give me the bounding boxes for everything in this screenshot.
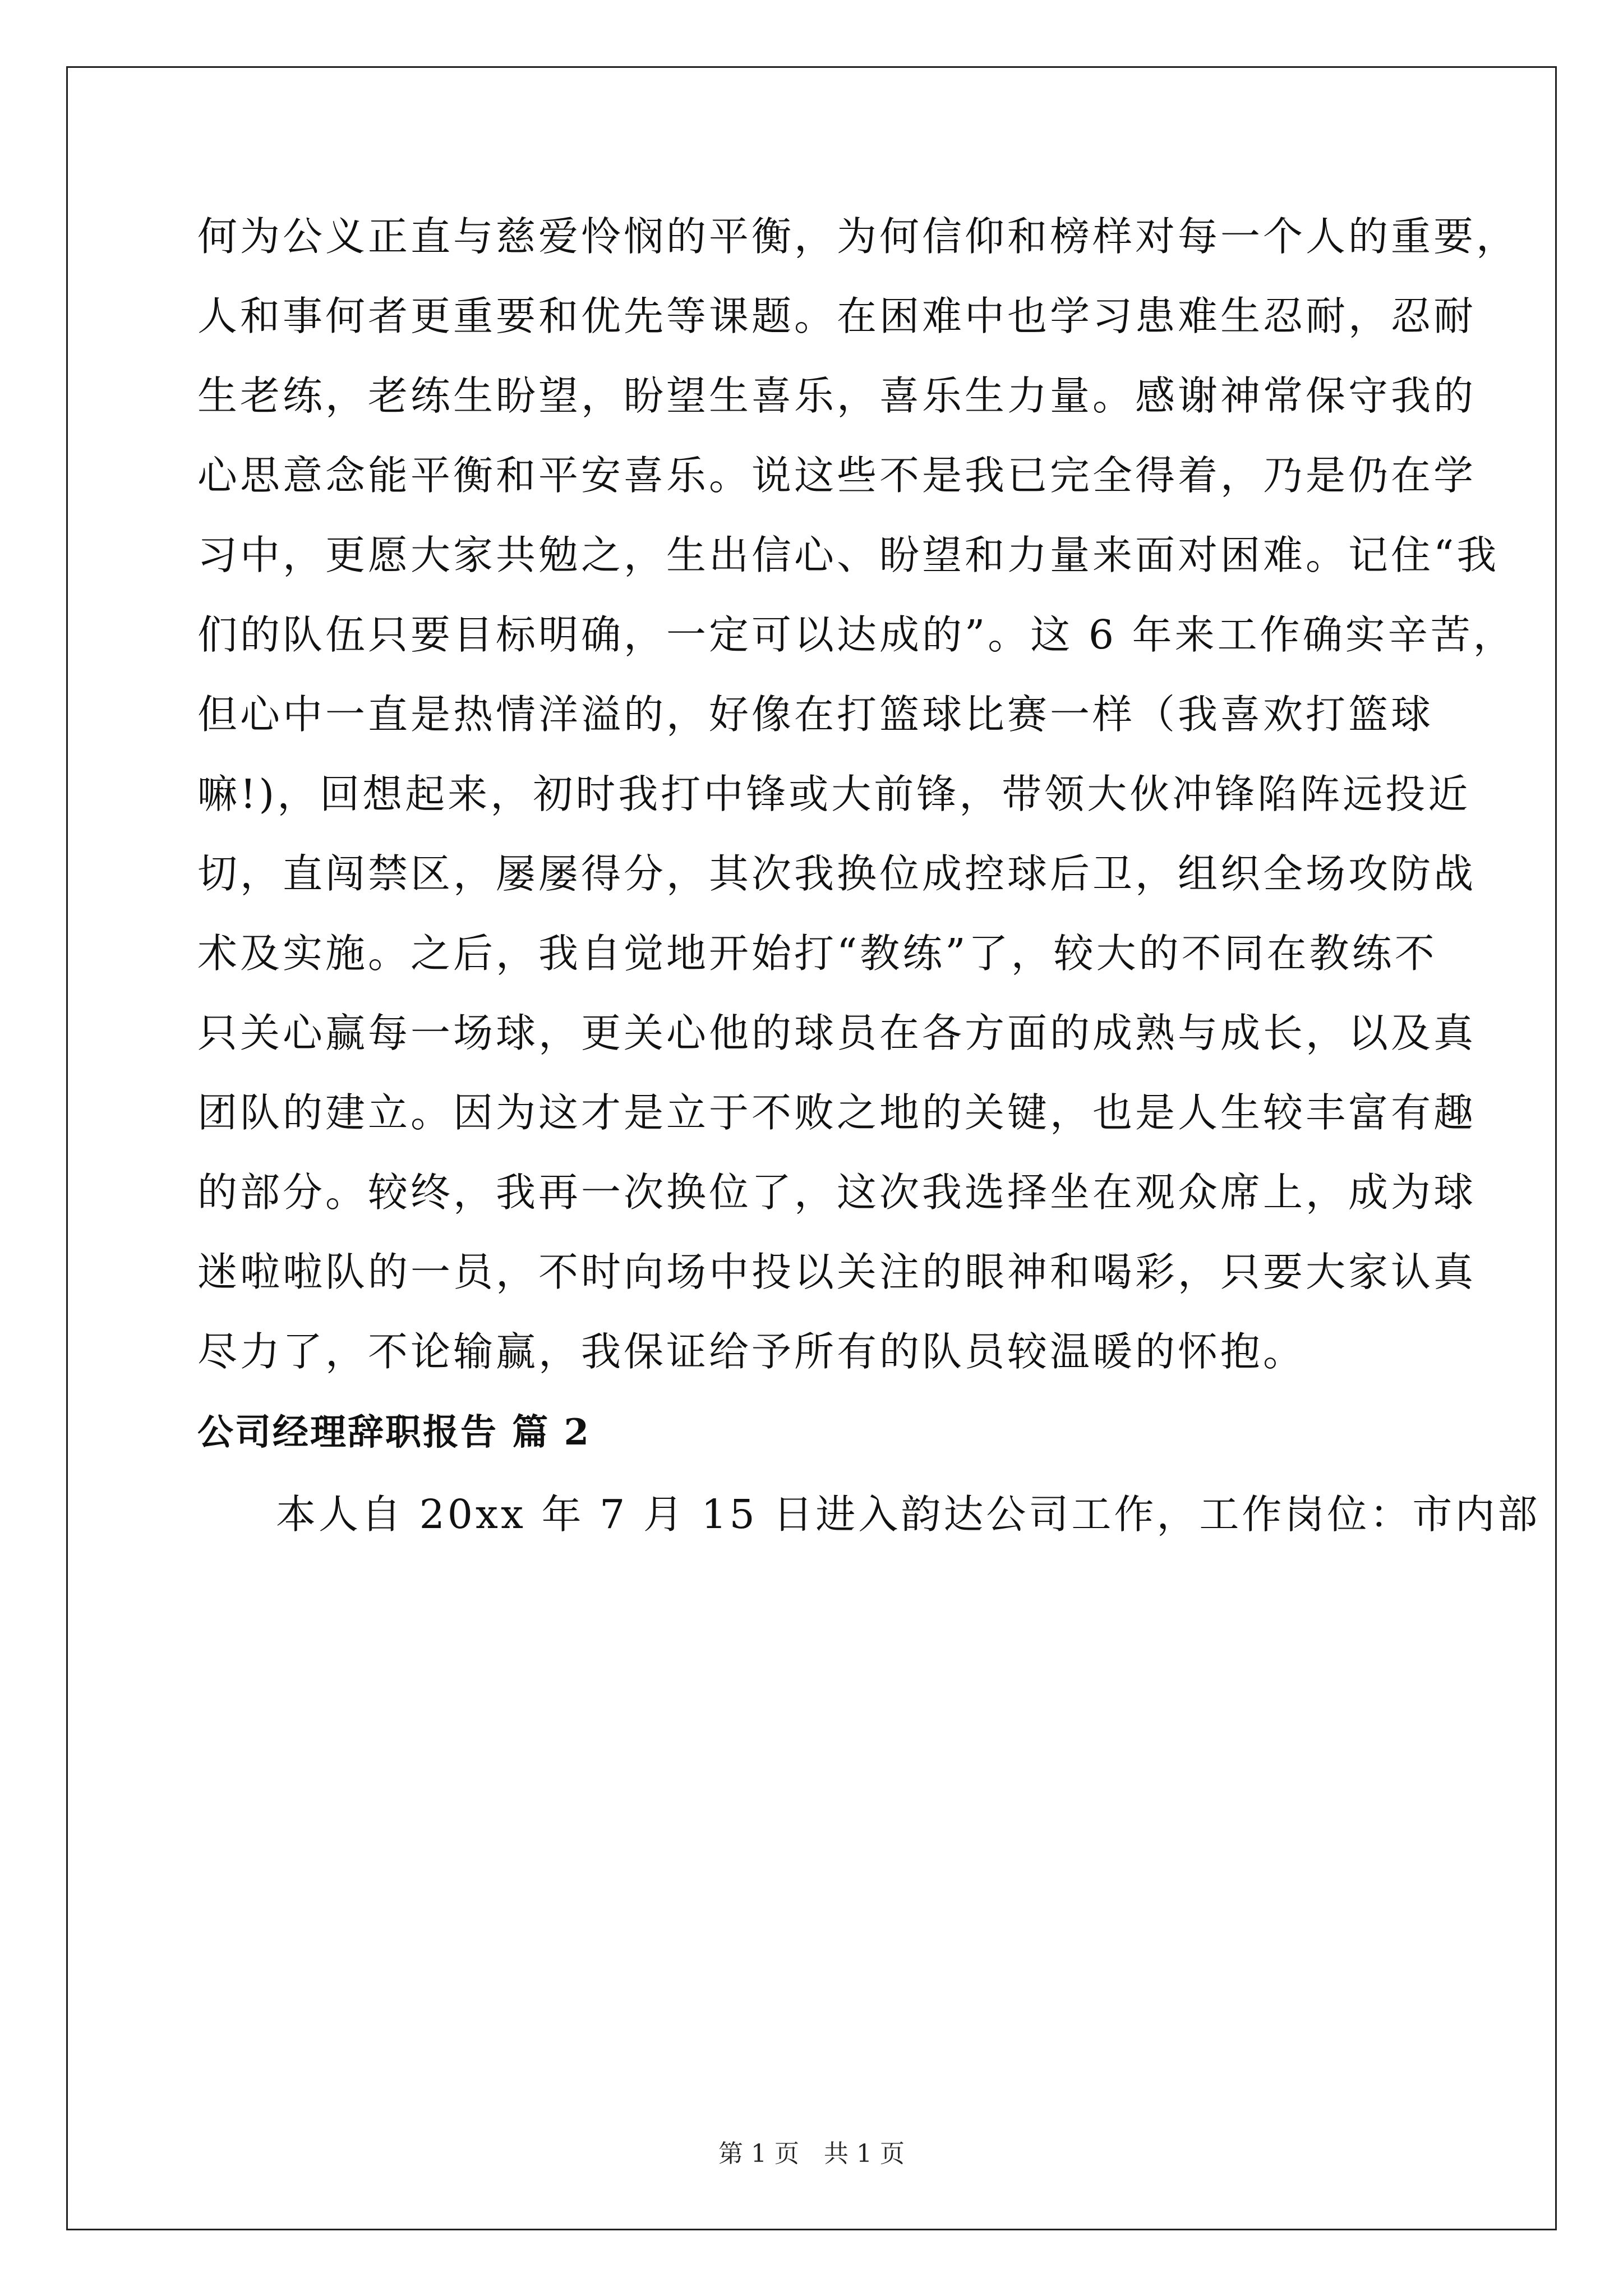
- paragraph-line: 迷啦啦队的一员，不时向场中投以关注的眼神和喝彩，只要大家认真: [197, 1249, 1477, 1295]
- paragraph-line: 只关心赢每一场球，更关心他的球员在各方面的成熟与成长，以及真: [197, 1010, 1477, 1056]
- paragraph-line-indented: 本人自 20xx 年 7 月 15 日进入韵达公司工作，工作岗位：市内部: [276, 1491, 1541, 1538]
- paragraph-line: 何为公义正直与慈爱怜悯的平衡，为何信仰和榜样对每一个人的重要，: [197, 213, 1519, 260]
- paragraph-line: 心思意念能平衡和平安喜乐。说这些不是我已完全得着，乃是仍在学: [197, 452, 1477, 499]
- paragraph-line: 尽力了，不论输赢，我保证给予所有的队员较温暖的怀抱。: [197, 1328, 1306, 1375]
- page-footer: 第 1 页 共 1 页: [718, 2139, 905, 2168]
- paragraph-line: 切，直闯禁区，屡屡得分，其次我换位成控球后卫，组织全场攻防战: [197, 850, 1477, 897]
- paragraph-line: 人和事何者更重要和优先等课题。在困难中也学习患难生忍耐，忍耐: [197, 293, 1477, 339]
- paragraph-line: 但心中一直是热情洋溢的，好像在打篮球比赛一样（我喜欢打篮球: [197, 691, 1434, 738]
- paragraph-line: 团队的建立。因为这才是立于不败之地的关键，也是人生较丰富有趣: [197, 1089, 1477, 1136]
- section-heading: 公司经理辞职报告 篇 2: [197, 1411, 591, 1453]
- paragraph-line: 习中，更愿大家共勉之，生出信心、盼望和力量来面对困难。记住“我: [197, 532, 1500, 578]
- paragraph-line: 嘛!)，回想起来，初时我打中锋或大前锋，带领大伙冲锋陷阵远投近: [197, 771, 1471, 817]
- paragraph-line: 生老练，老练生盼望，盼望生喜乐，喜乐生力量。感谢神常保守我的: [197, 372, 1477, 419]
- paragraph-line: 的部分。较终，我再一次换位了，这次我选择坐在观众席上，成为球: [197, 1169, 1477, 1216]
- paragraph-line: 术及实施。之后，我自觉地开始打“教练”了，较大的不同在教练不: [197, 930, 1437, 977]
- paragraph-line: 们的队伍只要目标明确，一定可以达成的”。这 6 年来工作确实辛苦，: [197, 611, 1516, 658]
